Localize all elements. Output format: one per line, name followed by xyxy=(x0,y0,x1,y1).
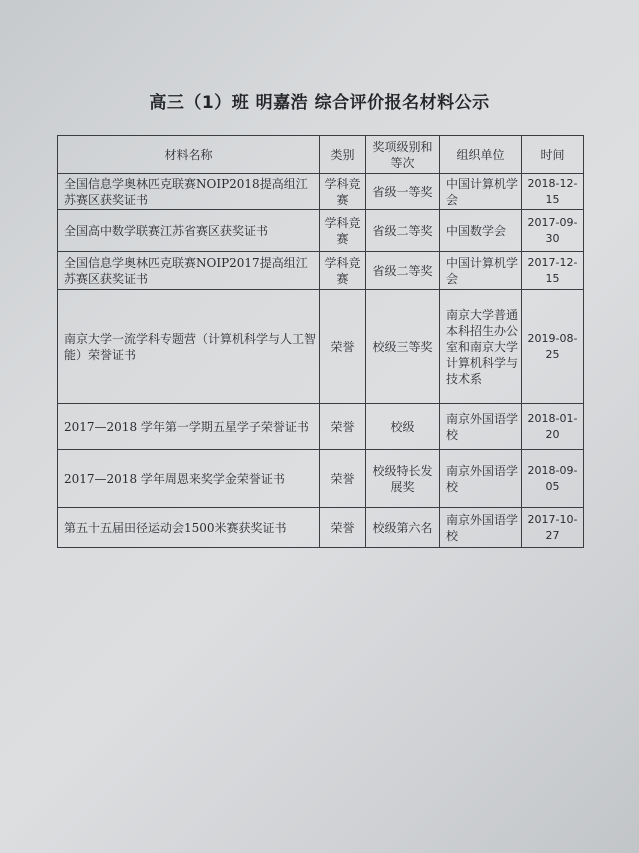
cell-category: 荣誉 xyxy=(320,404,366,450)
header-org: 组织单位 xyxy=(440,136,522,174)
table-row xyxy=(58,290,584,404)
header-name: 材料名称 xyxy=(58,136,320,174)
cell-date: 2017-09-30 xyxy=(522,210,584,252)
cell-name: 全国信息学奥林匹克联赛NOIP2018提高组江苏赛区获奖证书 xyxy=(58,174,320,210)
cell-name: 第五十五届田径运动会1500米赛获奖证书 xyxy=(58,508,320,548)
table-row xyxy=(58,174,584,210)
cell-award: 省级一等奖 xyxy=(366,174,440,210)
cell-name: 全国信息学奥林匹克联赛NOIP2017提高组江苏赛区获奖证书 xyxy=(58,252,320,290)
materials-table xyxy=(57,135,584,548)
cell-award: 校级 xyxy=(366,404,440,450)
cell-category: 学科竞赛 xyxy=(320,210,366,252)
table-row xyxy=(58,450,584,508)
cell-org: 南京大学普通本科招生办公室和南京大学计算机科学与技术系 xyxy=(440,290,522,404)
cell-date: 2017-12-15 xyxy=(522,252,584,290)
page-title: 高三（1）班 明嘉浩 综合评价报名材料公示 xyxy=(149,93,490,113)
cell-date: 2017-10-27 xyxy=(522,508,584,548)
cell-award: 省级二等奖 xyxy=(366,210,440,252)
cell-date: 2019-08-25 xyxy=(522,290,584,404)
cell-org: 南京外国语学校 xyxy=(440,404,522,450)
cell-award: 校级第六名 xyxy=(366,508,440,548)
cell-org: 中国计算机学会 xyxy=(440,252,522,290)
cell-org: 中国数学会 xyxy=(440,210,522,252)
cell-category: 学科竞赛 xyxy=(320,174,366,210)
cell-date: 2018-12-15 xyxy=(522,174,584,210)
cell-award: 校级特长发展奖 xyxy=(366,450,440,508)
cell-category: 荣誉 xyxy=(320,450,366,508)
cell-org: 南京外国语学校 xyxy=(440,508,522,548)
cell-name: 2017—2018 学年周恩来奖学金荣誉证书 xyxy=(58,450,320,508)
table-row xyxy=(58,508,584,548)
cell-category: 荣誉 xyxy=(320,508,366,548)
cell-name: 2017—2018 学年第一学期五星学子荣誉证书 xyxy=(58,404,320,450)
cell-name: 全国高中数学联赛江苏省赛区获奖证书 xyxy=(58,210,320,252)
cell-name: 南京大学一流学科专题营（计算机科学与人工智能）荣誉证书 xyxy=(58,290,320,404)
cell-org: 南京外国语学校 xyxy=(440,450,522,508)
header-award: 奖项级别和等次 xyxy=(366,136,440,174)
table-row xyxy=(58,252,584,290)
cell-date: 2018-09-05 xyxy=(522,450,584,508)
cell-award: 校级三等奖 xyxy=(366,290,440,404)
table-row xyxy=(58,404,584,450)
table-row xyxy=(58,210,584,252)
cell-category: 荣誉 xyxy=(320,290,366,404)
cell-category: 学科竞赛 xyxy=(320,252,366,290)
cell-org: 中国计算机学会 xyxy=(440,174,522,210)
cell-award: 省级二等奖 xyxy=(366,252,440,290)
cell-date: 2018-01-20 xyxy=(522,404,584,450)
header-date: 时间 xyxy=(522,136,584,174)
header-category: 类别 xyxy=(320,136,366,174)
table-header-row xyxy=(58,136,584,174)
